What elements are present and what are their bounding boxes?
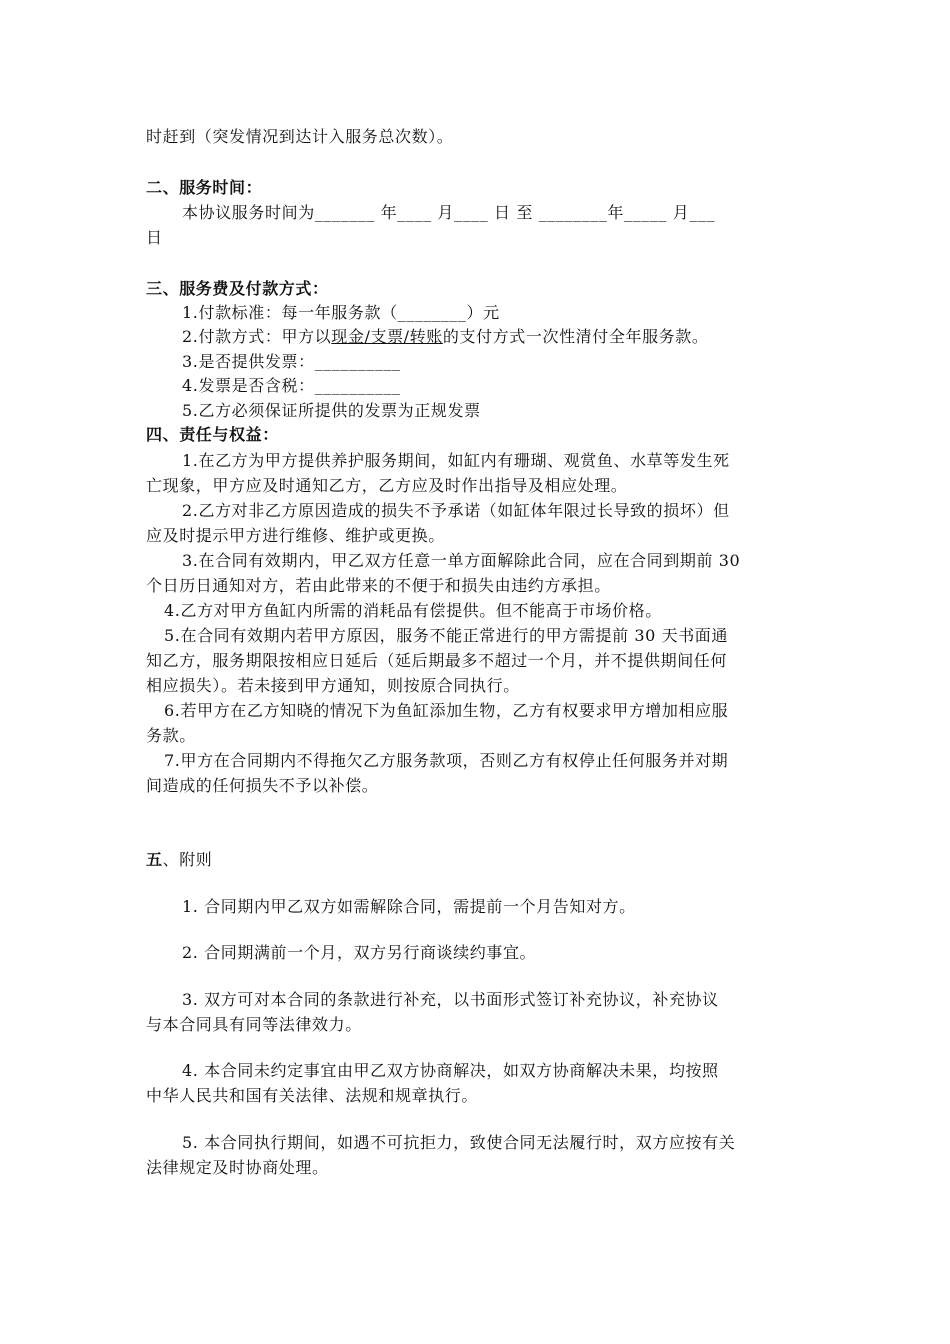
annex-clause-2: 2. 合同期满前一个月，双方另行商谈续约事宜。 bbox=[182, 943, 537, 962]
service-period-line-end: 日 bbox=[146, 228, 163, 247]
payment-method-options: 现金/支票/转账 bbox=[331, 327, 443, 346]
clause-4-7-line-1: 7.甲方在合同期内不得拖欠乙方服务款项，否则乙方有权停止任何服务并对期 bbox=[164, 751, 729, 770]
clause-4-1-line-1: 1.在乙方为甲方提供养护服务期间，如缸内有珊瑚、观赏鱼、水草等发生死 bbox=[182, 451, 730, 470]
invoice-provided: 3.是否提供发票：__________ bbox=[182, 352, 401, 371]
annex-clause-4-line-1: 4. 本合同未约定事宜由甲乙双方协商解决，如双方协商解决未果，均按照 bbox=[182, 1061, 719, 1080]
section-3-heading: 三、服务费及付款方式： bbox=[146, 279, 329, 298]
payment-method bbox=[182, 324, 846, 350]
payment-method-suffix: 的支付方式一次性清付全年服务款。 bbox=[442, 327, 709, 346]
clause-4-6-line-1: 6.若甲方在乙方知晓的情况下为鱼缸添加生物，乙方有权要求甲方增加相应服 bbox=[164, 701, 729, 720]
clause-4-2-line-1: 2.乙方对非乙方原因造成的损失不予承诺（如缸体年限过长导致的损坏）但 bbox=[182, 501, 730, 520]
clause-4-3-line-2: 个日历日通知对方，若由此带来的不便于和损失由违约方承担。 bbox=[146, 576, 611, 595]
clause-4-4: 4.乙方对甲方鱼缸内所需的消耗品有偿提供。但不能高于市场价格。 bbox=[164, 601, 662, 620]
section-4-heading: 四、责任与权益： bbox=[146, 425, 279, 444]
clause-4-5-line-3: 相应损失）。若未接到甲方通知，则按原合同执行。 bbox=[146, 676, 520, 695]
annex-clause-5-line-2: 法律规定及时协商处理。 bbox=[146, 1158, 329, 1177]
invoice-tax: 4.发票是否含税：__________ bbox=[182, 376, 401, 395]
section-5-heading-number: 五 bbox=[146, 850, 163, 869]
section-5-heading-text: 、附则 bbox=[162, 850, 213, 869]
invoice-requirement: 5.乙方必须保证所提供的发票为正规发票 bbox=[182, 401, 481, 420]
section-5-heading bbox=[146, 847, 810, 873]
clause-4-1-line-2: 亡现象，甲方应及时通知乙方，乙方应及时作出指导及相应处理。 bbox=[146, 476, 628, 495]
annex-clause-1: 1. 合同期内甲乙双方如需解除合同，需提前一个月告知对方。 bbox=[182, 897, 636, 916]
clause-4-5-line-1: 5.在合同有效期内若甲方原因，服务不能正常进行的甲方需提前 30 天书面通 bbox=[164, 626, 728, 645]
clause-4-6-line-2: 务款。 bbox=[146, 726, 196, 745]
clause-4-5-line-2: 知乙方，服务期限按相应日延后（延后期最多不超过一个月，并不提供期间任何 bbox=[146, 651, 728, 670]
annex-clause-4-line-2: 中华人民共和国有关法律、法规和规章执行。 bbox=[146, 1086, 479, 1105]
payment-method-prefix: 2.付款方式：甲方以 bbox=[182, 327, 332, 346]
clause-4-3-line-1: 3.在合同有效期内，甲乙双方任意一单方面解除此合同，应在合同到期前 30 bbox=[182, 551, 741, 570]
payment-standard: 1.付款标准：每一年服务款（________）元 bbox=[182, 303, 500, 322]
annex-clause-3-line-2: 与本合同具有同等法律效力。 bbox=[146, 1015, 362, 1034]
section-2-heading: 二、服务时间： bbox=[146, 178, 263, 197]
service-period-line: 本协议服务时间为_______ 年____ 月____ 日 至 ________年_____ 月___ bbox=[182, 203, 716, 222]
annex-clause-3-line-1: 3. 双方可对本合同的条款进行补充，以书面形式签订补充协议，补充协议 bbox=[182, 990, 719, 1009]
continuation-text: 时赶到（突发情况到达计入服务总次数）。 bbox=[146, 127, 454, 146]
clause-4-7-line-2: 间造成的任何损失不予以补偿。 bbox=[146, 776, 379, 795]
clause-4-2-line-2: 应及时提示甲方进行维修、维护或更换。 bbox=[146, 526, 445, 545]
annex-clause-5-line-1: 5. 本合同执行期间，如遇不可抗拒力，致使合同无法履行时，双方应按有关 bbox=[182, 1133, 736, 1152]
